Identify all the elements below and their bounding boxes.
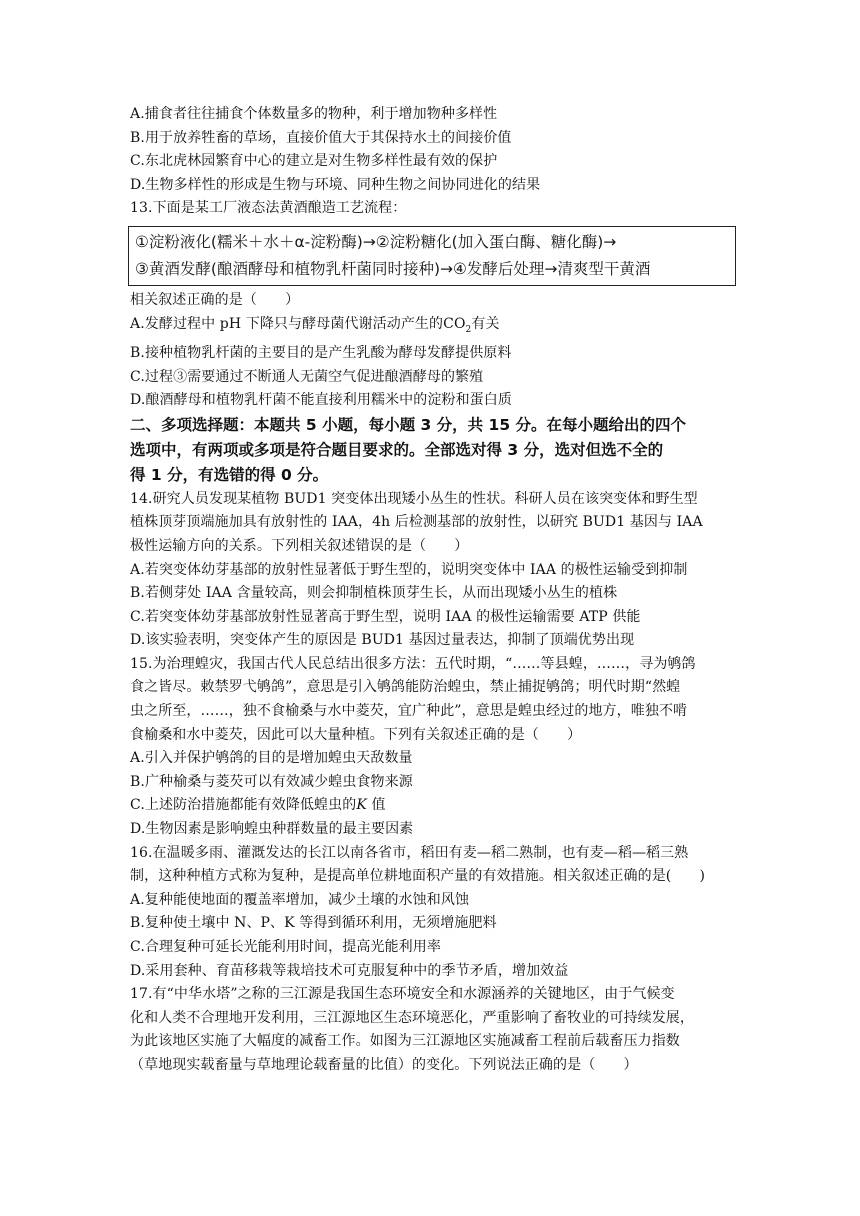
question-12-options — [130, 103, 740, 197]
section-2-heading — [130, 413, 740, 488]
q15-option-d: D.生物因素是影响蝗虫种群数量的最主要因素 — [130, 821, 414, 838]
q13-option-d: D.酿酒酵母和植物乳杆菌不能直接利用糯米中的淀粉和蛋白质 — [130, 392, 512, 409]
flow-line-2: ③黄酒发酵(酿酒酵母和植物乳杆菌同时接种)→④发酵后处理→清爽型干黄酒 — [135, 259, 651, 278]
q17-stem-4: （草地现实载畜量与草地理论载畜量的比值）的变化。下列说法正确的是（ ） — [130, 1056, 638, 1073]
q12-option-c: C.东北虎林园繁育中心的建立是对生物多样性最有效的保护 — [130, 153, 498, 170]
q17-stem-2: 化和人类不合理地开发利用，三江源地区生态环境恶化，严重影响了畜牧业的可持续发展， — [130, 1009, 694, 1026]
q14-option-b: B.若侧芽处 IAA 含量较高，则会抑制植株顶芽生长，从而出现矮小丛生的植株 — [130, 585, 618, 602]
q14-stem-2: 植株顶芽顶端施加具有放射性的 IAA，4h 后检测基部的放射性，以研究 BUD1 基因与 IAA — [130, 514, 703, 531]
q15-option-c-text: C.上述防治措施都能有效降低蝗虫的 — [130, 797, 357, 814]
co2-formula: $CO_2$ — [443, 315, 472, 335]
q17-stem-1: 17.有“中华水塔”之称的三江源是我国生态环境安全和水源涵养的关键地区，由于气候变 — [130, 986, 675, 1003]
flow-line-1: ①淀粉液化(糯米＋水＋α-淀粉酶)→②淀粉糖化(加入蛋白酶、糖化酶)→ — [135, 232, 617, 251]
question-14 — [130, 488, 740, 653]
process-flow-box — [128, 226, 736, 286]
question-16 — [130, 842, 740, 984]
q13-option-a-text: A.发酵过程中 pH 下降只与酵母菌代谢活动产生的 — [130, 315, 444, 332]
q12-option-a: A.捕食者往往捕食个体数量多的物种，利于增加物种多样性 — [130, 106, 498, 122]
q13-ask: 相关叙述正确的是（ ） — [130, 291, 300, 308]
q14-stem-1: 14.研究人员发现某植物 BUD1 突变体出现矮小丛生的性状。科研人员在该突变体和野生型 — [130, 490, 698, 507]
q14-stem-3: 极性运输方向的关系。下列相关叙述错误的是（ ） — [130, 537, 469, 554]
q13-stem: 13.下面是某工厂液态法黄酒酿造工艺流程： — [130, 200, 407, 217]
q16-stem-1: 16.在温暖多雨、灌溉发达的长江以南各省市，稻田有麦—稻二熟制，也有麦—稻—稻三熟 — [130, 844, 689, 861]
q16-option-d: D.采用套种、育苗移栽等栽培技术可克服复种中的季节矛盾，增加效益 — [130, 962, 569, 979]
q13-option-a-tail: 有关 — [471, 315, 500, 332]
q16-option-b: B.复种使土壤中 N、P、K 等得到循环利用，无须增施肥料 — [130, 915, 497, 932]
section-2-line-3: 得 1 分，有选错的得 0 分。 — [130, 465, 329, 484]
q16-option-c: C.合理复种可延长光能利用时间，提高光能利用率 — [130, 939, 441, 956]
section-2-line-1: 二、多项选择题：本题共 5 小题，每小题 3 分，共 15 分。在每小题给出的四个 — [130, 415, 687, 434]
q12-option-d: D.生物多样性的形成是生物与环境、同种生物之间协同进化的结果 — [130, 176, 541, 193]
q16-stem-2: 制，这种种植方式称为复种，是提高单位耕地面积产量的有效措施。相关叙述正确的是( ) — [130, 868, 706, 885]
question-17 — [130, 983, 740, 1077]
section-2-line-2: 选项中，有两项或多项是符合题目要求的。全部选对得 3 分，选对但选不全的 — [130, 440, 664, 459]
k-symbol: K — [356, 797, 367, 814]
q15-option-b: B.广种榆桑与菱芡可以有效减少蝗虫食物来源 — [130, 773, 413, 790]
q16-option-a: A.复种能使地面的覆盖率增加，减少土壤的水蚀和风蚀 — [130, 891, 470, 908]
q13-option-c: C.过程③需要通过不断通人无菌空气促进酿酒酵母的繁殖 — [130, 368, 484, 385]
q15-option-c-tail: 值 — [366, 797, 386, 814]
q13-option-a — [130, 313, 740, 342]
q15-stem-4: 食榆桑和水中菱芡，因此可以大量种植。下列有关叙述正确的是（ ） — [130, 726, 582, 743]
q15-stem-3: 虫之所至，……，独不食榆桑与水中菱芡，宜广种此”，意思是蝗虫经过的地方，唯独不啃 — [130, 703, 688, 720]
q15-stem-1: 15.为治理蝗灾，我国古代人民总结出很多方法：五代时期，“……等县蝗，……，寻为鸲鸽 — [130, 655, 696, 672]
q13-option-b: B.接种植物乳杆菌的主要目的是产生乳酸为酵母发酵提供原料 — [130, 344, 512, 361]
q14-option-c: C.若突变体幼芽基部放射性显著高于野生型，说明 IAA 的极性运输需要 ATP 供能 — [130, 608, 641, 625]
q15-option-a: A.引入并保护鸲鸽的目的是增加蝗虫天敌数量 — [130, 750, 413, 767]
q12-option-b: B.用于放养牲畜的草场，直接价值大于其保持水土的间接价值 — [130, 129, 512, 146]
q14-option-a: A.若突变体幼芽基部的放射性显著低于野生型的，说明突变体中 IAA 的极性运输受到抑制 — [130, 561, 688, 578]
q14-option-d: D.该实验表明，突变体产生的原因是 BUD1 基因过量表达，抑制了顶端优势出现 — [130, 632, 635, 649]
q15-option-c — [130, 794, 740, 818]
q17-stem-3: 为此该地区实施了大幅度的减畜工作。如图为三江源地区实施减畜工程前后载畜压力指数 — [130, 1033, 680, 1050]
question-13 — [130, 197, 740, 412]
exam-page — [130, 103, 740, 1078]
question-15 — [130, 653, 740, 842]
q15-stem-2: 食之皆尽。敕禁罗弋鸲鸽”，意思是引入鸲鸽能防治蝗虫，禁止捕捉鸲鸽；明代时期“然蝗 — [130, 679, 681, 696]
